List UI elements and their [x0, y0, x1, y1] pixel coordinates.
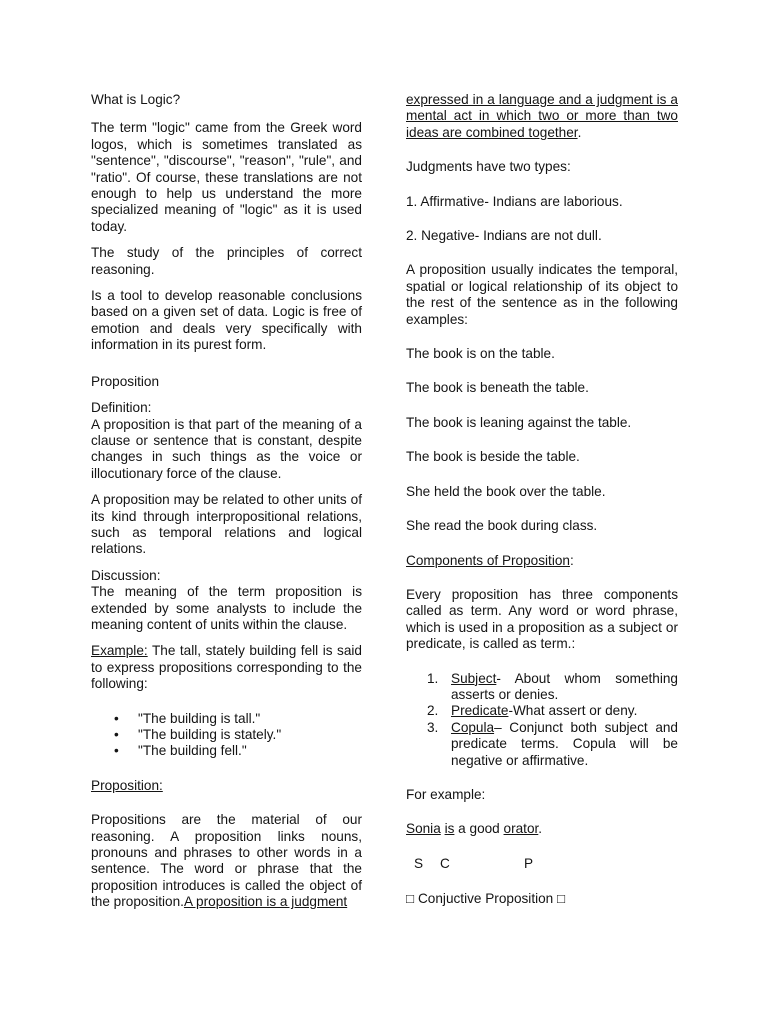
- left-column: [91, 92, 362, 911]
- discussion-text: The meaning of the term proposition is extended by some analysts to include the meaning content of units within the clause.: [91, 584, 362, 632]
- term-description: - About whom something asserts or denies.: [451, 670, 678, 702]
- components-heading: [406, 553, 678, 569]
- proposition-label: Proposition:: [91, 777, 163, 793]
- example-sentence: The book is beside the table.: [406, 449, 580, 465]
- judgment-end: .: [577, 124, 582, 140]
- material-paragraph: [91, 812, 362, 910]
- conjunctive-proposition-heading: □ Conjuctive Proposition □: [406, 890, 566, 906]
- item-number: 2.: [427, 703, 439, 719]
- label-s: S: [414, 855, 424, 871]
- components-heading-text: Components of Proposition: [406, 552, 570, 568]
- temporal-paragraph: A proposition usually indicates the temporal, spatial or logical relationship of its object to the rest of the sentence as in the following examples:: [406, 262, 678, 327]
- list-item: [406, 671, 678, 704]
- type-affirmative: 1. Affirmative- Indians are laborious.: [406, 193, 623, 209]
- example-sentence: She held the book over the table.: [406, 483, 606, 499]
- definition-text: A proposition is that part of the meaning of a clause or sentence that is constant, despite changes in such things as the voice or illocutionary force of the clause.: [91, 416, 362, 481]
- intro-paragraph: The term "logic" came from the Greek word logos, which is sometimes translated as "sentence", "discourse", "reason", "rule", and "ratio". Of course, these translations are not enough to help us understand the more specialized meaning of "logic" as it is used today.: [91, 120, 362, 234]
- study-paragraph: The study of the principles of correct reasoning.: [91, 245, 362, 277]
- example-text: The tall, stately building fell is said to express propositions corresponding to the following:: [91, 643, 362, 692]
- example-sentence-sonia: [406, 821, 678, 837]
- sentence-end: .: [538, 821, 543, 837]
- right-column: [406, 92, 678, 907]
- term-copula: Copula: [451, 719, 495, 735]
- definition-label: Definition:: [91, 400, 152, 416]
- example-sentence: The book is beneath the table.: [406, 380, 589, 396]
- types-heading: Judgments have two types:: [406, 159, 571, 175]
- for-example-label: For example:: [406, 786, 486, 802]
- list-item: • "The building is tall.": [91, 711, 362, 727]
- heading-what-is-logic: What is Logic?: [91, 92, 181, 107]
- example-sentence: The book is leaning against the table.: [406, 414, 632, 430]
- example-bullet-list: [91, 711, 362, 760]
- term-description: – Conjunct both subject and predicate terms. Copula will be negative or affirmative.: [451, 719, 678, 768]
- label-p: P: [524, 855, 534, 871]
- label-c: C: [440, 855, 450, 871]
- list-item: [406, 720, 678, 769]
- judgment-continuation: [406, 92, 678, 141]
- components-list: [406, 671, 678, 769]
- proposition-heading: Proposition: [91, 373, 160, 389]
- item-number: 3.: [427, 719, 439, 735]
- example-label: Example:: [91, 643, 148, 659]
- sentence-subject: Sonia: [406, 821, 441, 837]
- example-paragraph: [91, 643, 362, 692]
- components-paragraph: Every proposition has three components called as term. Any word or word phrase, which is used in a proposition as a subject or predicate, is called as term.:: [406, 586, 678, 652]
- judgment-cont-text: expressed in a language and a judgment is a mental act in which two or more than two ideas are combined together: [406, 92, 678, 140]
- list-item: [406, 703, 678, 719]
- example-sentence: The book is on the table.: [406, 346, 555, 362]
- term-labels-row: [406, 856, 678, 873]
- sentence-copula: is: [444, 821, 455, 837]
- item-number: 1.: [427, 670, 439, 686]
- list-item: • "The building fell.": [91, 743, 362, 759]
- discussion-label: Discussion:: [91, 567, 161, 583]
- term-description: -What assert or deny.: [508, 703, 638, 719]
- example-sentence: She read the book during class.: [406, 518, 598, 534]
- sentence-mid: a good: [454, 821, 504, 837]
- relations-paragraph: A proposition may be related to other units of its kind through interpropositional relations, such as temporal relations and logical relations.: [91, 492, 362, 557]
- type-negative: 2. Negative- Indians are not dull.: [406, 228, 602, 244]
- components-colon: :: [569, 552, 574, 568]
- judgment-start: A proposition is a judgment: [183, 894, 348, 910]
- term-predicate: Predicate: [451, 703, 509, 719]
- list-item: • "The building is stately.": [91, 727, 362, 743]
- term-subject: Subject: [451, 670, 497, 686]
- material-text: Propositions are the material of our reasoning. A proposition links nouns, pronouns and phrases to other words in a sentence. The word or phrase that the proposition introduces is called the object of the proposition.: [91, 812, 362, 910]
- tool-paragraph: Is a tool to develop reasonable conclusions based on a given set of data. Logic is free of emotion and deals very specifically with information in its purest form.: [91, 288, 362, 353]
- sentence-predicate: orator: [503, 821, 539, 837]
